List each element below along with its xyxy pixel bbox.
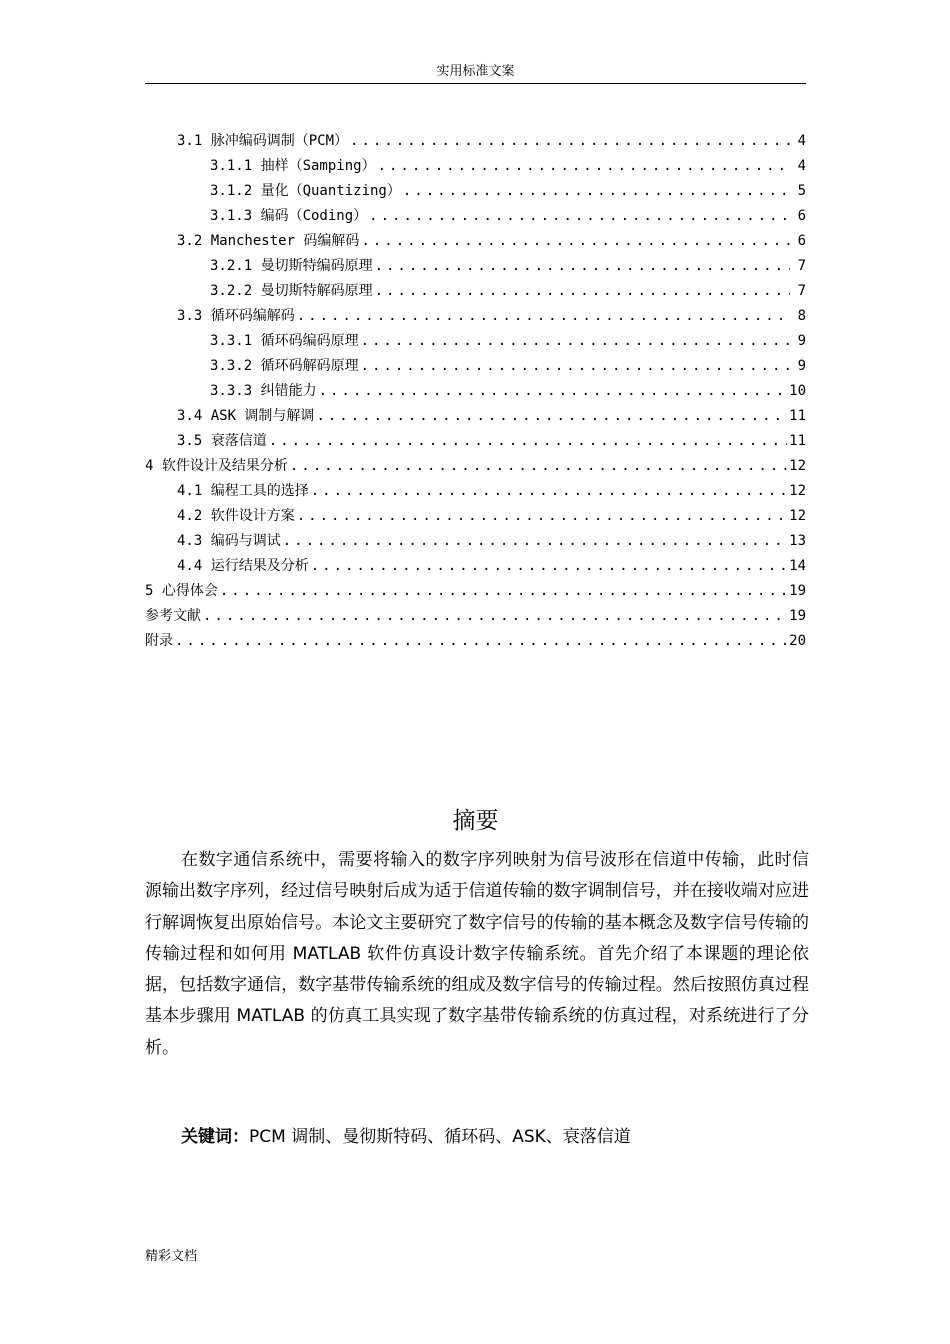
toc-leader-dots — [297, 306, 790, 326]
toc-entry-title: 5 心得体会 — [145, 583, 218, 599]
toc-entry-title: 3.1.2 量化（Quantizing） — [210, 183, 401, 199]
toc-entry[interactable] — [145, 126, 806, 151]
toc-entry[interactable] — [145, 526, 806, 551]
toc-leader-dots — [316, 406, 787, 426]
toc-leader-dots — [220, 581, 787, 601]
toc-leader-dots — [375, 256, 790, 276]
toc-entry-page: 6 — [797, 233, 806, 249]
toc-entry-title: 3.4 ASK 调制与解调 — [177, 408, 315, 424]
toc-entry-title: 3.2.1 曼切斯特编码原理 — [210, 258, 373, 274]
toc-entry-page: 9 — [797, 358, 806, 374]
page-header: 实用标准文案 — [436, 64, 515, 79]
toc-entry[interactable] — [145, 551, 806, 576]
toc-leader-dots — [311, 481, 787, 501]
toc-entry-title: 4.4 运行结果及分析 — [177, 558, 309, 574]
toc-leader-dots — [361, 331, 790, 351]
toc-leader-dots — [319, 381, 788, 401]
toc-entry-page: 14 — [789, 558, 806, 574]
toc-leader-dots — [403, 181, 790, 201]
toc-entry[interactable] — [145, 601, 806, 626]
toc-leader-dots — [361, 231, 790, 251]
toc-entry-title: 4.3 编码与调试 — [177, 533, 281, 549]
abstract-title: 摘要 — [452, 808, 499, 834]
abstract-body: 在数字通信系统中，需要将输入的数字序列映射为信号波形在信道中传输，此时信源输出数字序列，经过信号映射后成为适于信道传输的数字调制信号，并在接收端对应进行解调恢复出原始信号。本论文主要研究了数字信号的传输的基本概念及数字信号传输的传输过程和如何用 MATLAB 软件仿真设计数字传输系统。首先介绍了本课题的理论依据，包括数字通信，数字基带传输系统的组成及数字信号的传输过程。然后按照仿真过程基本步骤用 MATLAB 的仿真工具实现了数字基带传输系统的仿真过程，对系统进行了分析。 — [145, 850, 809, 1058]
toc-entry-page: 4 — [797, 158, 806, 174]
toc-entry-page: 13 — [789, 533, 806, 549]
toc-entry-page: 12 — [789, 458, 806, 474]
toc-entry[interactable] — [145, 326, 806, 351]
toc-entry[interactable] — [145, 201, 806, 226]
toc-entry-page: 9 — [797, 333, 806, 349]
page-footer: 精彩文档 — [145, 1249, 198, 1264]
toc-leader-dots — [378, 156, 790, 176]
toc-entry-title: 4 软件设计及结果分析 — [145, 458, 288, 474]
toc-entry[interactable] — [145, 301, 806, 326]
toc-entry-title: 3.2.2 曼切斯特解码原理 — [210, 283, 373, 299]
toc-entry-page: 19 — [789, 608, 806, 624]
toc-entry-title: 参考文献 — [145, 608, 201, 624]
toc-entry-page: 11 — [789, 408, 806, 424]
toc-entry[interactable] — [145, 226, 806, 251]
toc-entry-page: 19 — [789, 583, 806, 599]
header-divider — [145, 83, 806, 84]
toc-leader-dots — [269, 431, 787, 451]
toc-entry-page: 8 — [797, 308, 806, 324]
toc-entry-page: 4 — [797, 133, 806, 149]
toc-entry-title: 3.3 循环码编解码 — [177, 308, 295, 324]
toc-entry-page: 10 — [789, 383, 806, 399]
toc-entry-title: 4.1 编程工具的选择 — [177, 483, 309, 499]
toc-entry-page: 7 — [797, 283, 806, 299]
toc-entry[interactable] — [145, 476, 806, 501]
toc-entry-title: 4.2 软件设计方案 — [177, 508, 295, 524]
toc-entry-title: 3.3.2 循环码解码原理 — [210, 358, 359, 374]
toc-entry[interactable] — [145, 426, 806, 451]
toc-leader-dots — [297, 506, 787, 526]
toc-leader-dots — [290, 456, 787, 476]
toc-entry[interactable] — [145, 276, 806, 301]
toc-entry-page: 11 — [789, 433, 806, 449]
keywords-line — [181, 1124, 801, 1150]
toc-leader-dots — [375, 281, 790, 301]
toc-entry[interactable] — [145, 376, 806, 401]
toc-leader-dots — [361, 356, 790, 376]
keywords-text: PCM 调制、曼彻斯特码、循环码、ASK、衰落信道 — [249, 1127, 631, 1147]
toc-entry[interactable] — [145, 251, 806, 276]
toc-leader-dots — [283, 531, 787, 551]
toc-entry[interactable] — [145, 626, 806, 651]
keywords-label: 关键词： — [181, 1127, 249, 1147]
toc-entry[interactable] — [145, 176, 806, 201]
toc-entry-title: 3.1.1 抽样（Samping） — [210, 158, 376, 174]
toc-entry-title: 3.3.1 循环码编码原理 — [210, 333, 359, 349]
toc-entry-page: 12 — [789, 508, 806, 524]
toc-entry-page: 5 — [797, 183, 806, 199]
toc-entry-page: 12 — [789, 483, 806, 499]
toc-entry[interactable] — [145, 501, 806, 526]
toc-entry[interactable] — [145, 351, 806, 376]
toc-entry-title: 附录 — [145, 633, 173, 649]
toc-leader-dots — [175, 631, 787, 651]
toc-entry-title: 3.1 脉冲编码调制（PCM） — [177, 133, 349, 149]
toc-leader-dots — [350, 131, 790, 151]
toc-entry-page: 7 — [797, 258, 806, 274]
toc-entry-title: 3.1.3 编码（Coding） — [210, 208, 368, 224]
table-of-contents — [145, 126, 806, 651]
toc-entry-title: 3.3.3 纠错能力 — [210, 383, 317, 399]
toc-entry[interactable] — [145, 451, 806, 476]
toc-entry-title: 3.2 Manchester 码编解码 — [177, 233, 360, 249]
toc-leader-dots — [203, 606, 787, 626]
toc-entry-page: 6 — [797, 208, 806, 224]
toc-entry[interactable] — [145, 401, 806, 426]
toc-leader-dots — [369, 206, 790, 226]
toc-entry-title: 3.5 衰落信道 — [177, 433, 267, 449]
toc-entry[interactable] — [145, 151, 806, 176]
toc-leader-dots — [311, 556, 787, 576]
toc-entry-page: 20 — [789, 633, 806, 649]
toc-entry[interactable] — [145, 576, 806, 601]
